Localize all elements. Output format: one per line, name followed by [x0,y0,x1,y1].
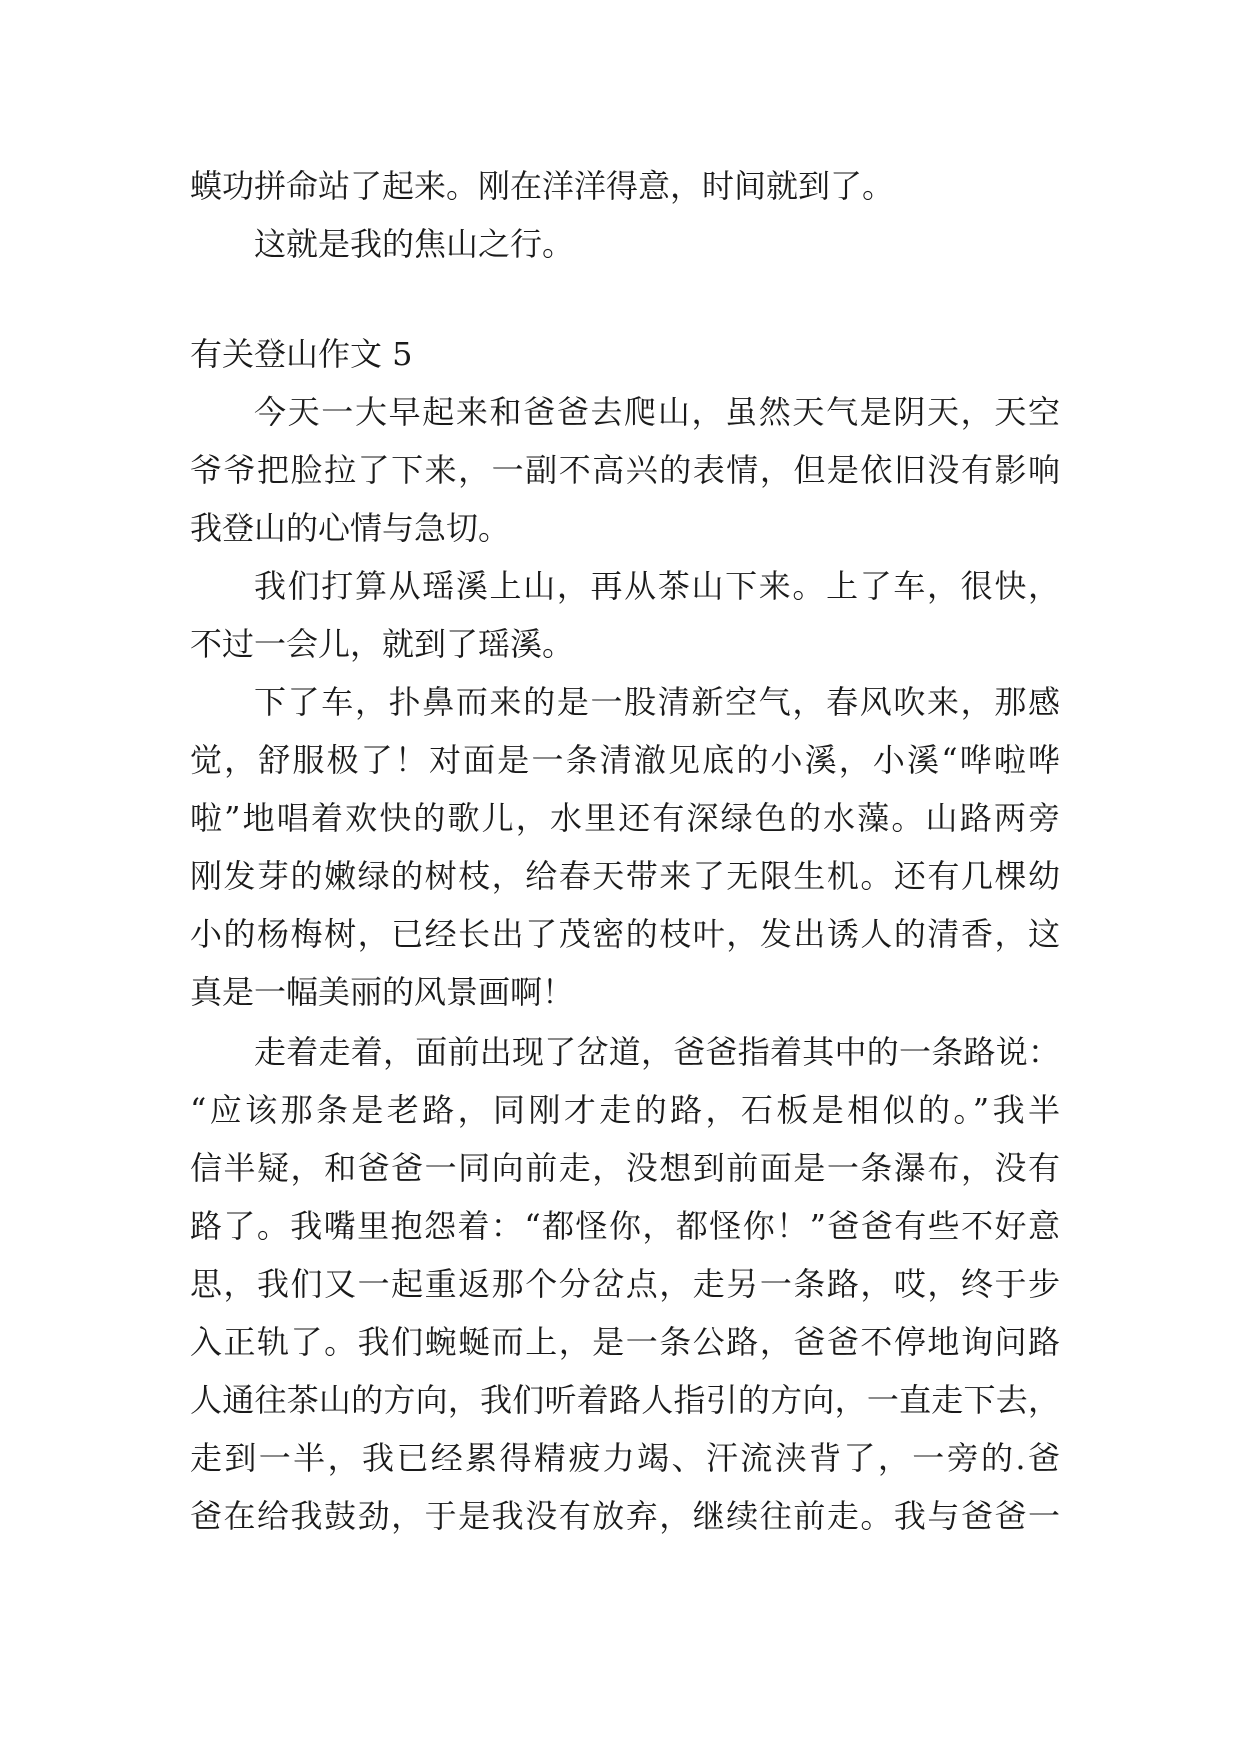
text-line: 小的杨梅树，已经长出了茂密的枝叶，发出诱人的清香，这 [190,915,1060,953]
text-line: “应该那条是老路，同刚才走的路，石板是相似的。”我半 [190,1091,1060,1129]
text-line: 下了车，扑鼻而来的是一股清新空气，春风吹来，那感 [254,683,1060,721]
text-line: 信半疑，和爸爸一同向前走，没想到前面是一条瀑布，没有 [190,1149,1060,1187]
text-line: 走着走着，面前出现了岔道，爸爸指着其中的一条路说： [254,1033,1060,1071]
text-line: 我们打算从瑶溪上山，再从茶山下来。上了车，很快， [254,567,1060,605]
text-line: 蟆功拼命站了起来。刚在洋洋得意，时间就到了。 [190,167,895,205]
text-line: 走到一半，我已经累得精疲力竭、汗流浃背了，一旁的.爸 [190,1439,1060,1477]
text-line: 爸在给我鼓劲，于是我没有放弃，继续往前走。我与爸爸一 [190,1497,1060,1535]
text-line: 这就是我的焦山之行。 [254,225,575,263]
text-line: 不过一会儿，就到了瑶溪。 [190,625,575,663]
text-line: 今天一大早起来和爸爸去爬山，虽然天气是阴天，天空 [254,393,1060,431]
text-line: 人通往茶山的方向，我们听着路人指引的方向，一直走下去， [190,1381,1060,1419]
text-line: 思，我们又一起重返那个分岔点，走另一条路，哎，终于步 [190,1265,1060,1303]
text-line: 入正轨了。我们蜿蜒而上，是一条公路，爸爸不停地询问路 [190,1323,1060,1361]
text-line: 觉，舒服极了！对面是一条清澈见底的小溪，小溪“哗啦哗 [190,741,1060,779]
text-line: 刚发芽的嫩绿的树枝，给春天带来了无限生机。还有几棵幼 [190,857,1060,895]
section-heading: 有关登山作文 5 [190,335,413,373]
text-line: 我登山的心情与急切。 [190,509,511,547]
text-line: 真是一幅美丽的风景画啊！ [190,973,575,1011]
text-line: 爷爷把脸拉了下来，一副不高兴的表情，但是依旧没有影响 [190,451,1060,489]
text-line: 路了。我嘴里抱怨着：“都怪你，都怪你！”爸爸有些不好意 [190,1207,1060,1245]
text-line: 啦”地唱着欢快的歌儿，水里还有深绿色的水藻。山路两旁 [190,799,1060,837]
